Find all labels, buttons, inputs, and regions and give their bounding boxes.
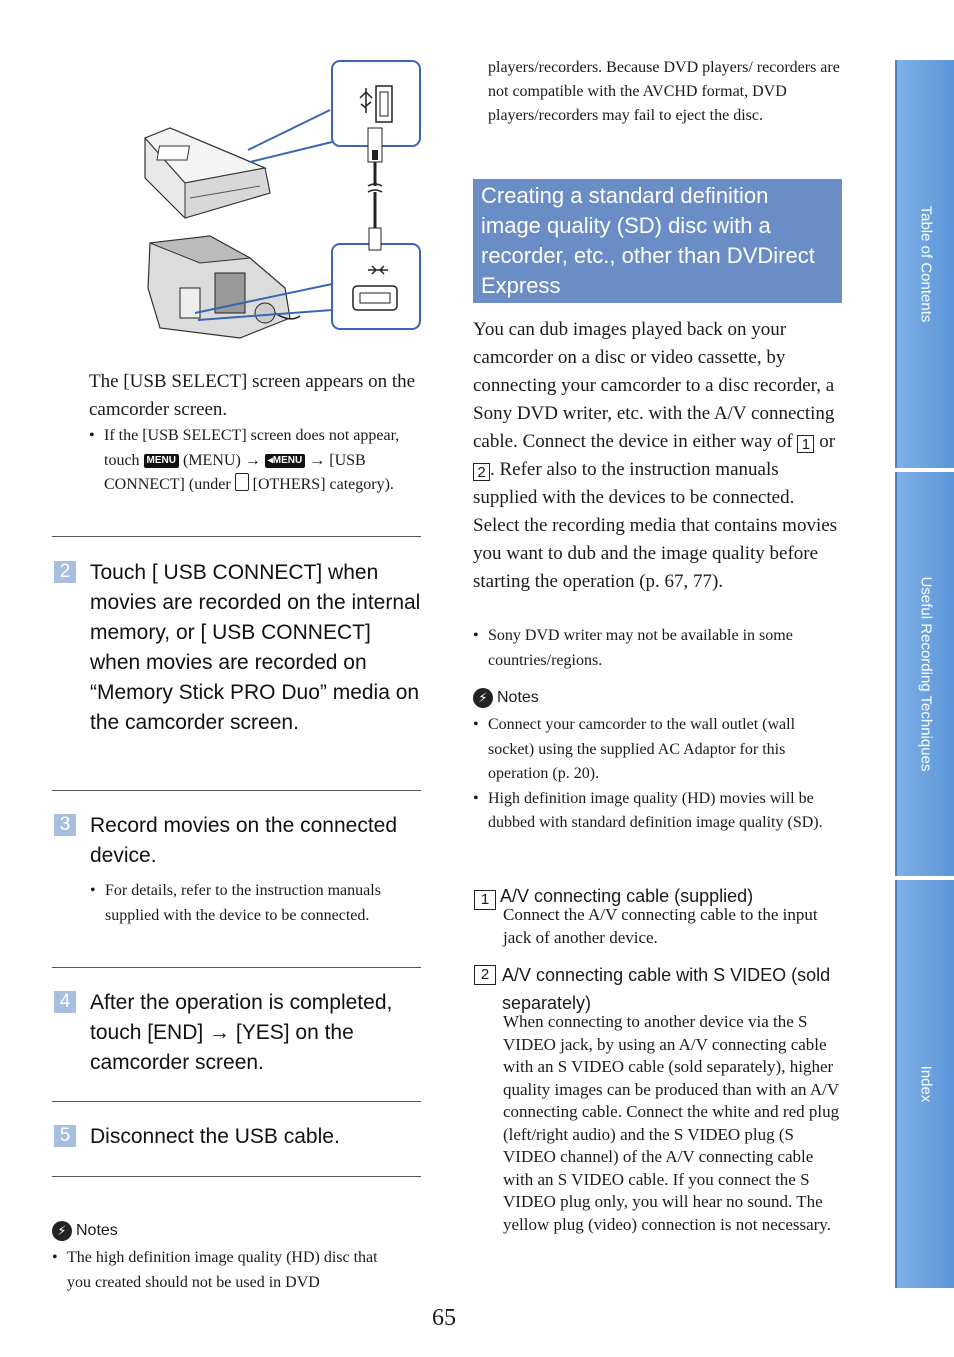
step-5 <box>54 1122 424 1152</box>
tab-index[interactable]: Index <box>895 880 954 1288</box>
step-number: 5 <box>54 1125 76 1147</box>
step-text: Record movies on the connected device. <box>90 814 398 867</box>
tab-table-of-contents[interactable]: Table of Contents <box>895 60 954 468</box>
tab-useful-recording-techniques[interactable]: Useful Recording Techniques <box>895 472 954 876</box>
divider <box>52 1101 421 1102</box>
menu-button-icon: MENU <box>144 454 179 468</box>
step-text: Touch [ USB CONNECT] when movies are recorded on the internal memory, or [ USB CONNECT] when movies are recorded on “Memory Stick PRO Duo” media on the camcorder screen. <box>90 561 421 734</box>
connection-item-1 <box>474 882 844 949</box>
usb-select-caption: The [USB SELECT] screen appears on the camcorder screen. <box>89 371 416 420</box>
intro-paragraph: You can dub images played back on your camcorder on a disc or video cassette, by connecting your camcorder to a disc recorder, a Sony DVD writer, etc. with the A/V connecting cable. Connect the device in either way of 1 or 2 . Refer also to the instruction manuals supplied with the devices to be connected. Select the recording media that contains movies you want to dub and the image quality before starting the operation (p. 67, 77). <box>473 319 838 592</box>
intro-bullet-list <box>473 624 843 673</box>
step-text: Disconnect the USB cable. <box>90 1125 340 1148</box>
item-body: When connecting to another device via the S VIDEO jack, by using an A/V connecting cable with an S VIDEO cable (sold separately), higher quality images can be produced than with an A/V connecting cable. Connect the white and red plug (left/right audio) and the S VIDEO plug (S VIDEO channel) of the A/V connecting cable with an S VIDEO cable. If you connect the S VIDEO plug only, you will hear no sound. The yellow plug (video) connection is not necessary. <box>503 1012 840 1234</box>
list-item: • Sony DVD writer may not be available in some countries/regions. <box>473 624 843 673</box>
continuation-text: players/recorders. Because DVD players/ recorders are not compatible with the AVCHD format, DVD players/recorders may fail to eject the disc. <box>488 59 840 124</box>
divider <box>52 790 421 791</box>
connection-item-2 <box>474 961 844 1236</box>
notes-heading: ⚡ Notes <box>52 1221 118 1241</box>
divider <box>52 536 421 537</box>
step-number: 3 <box>54 814 76 836</box>
camcorder-illustration <box>148 236 300 338</box>
item-title: A/V connecting cable (supplied) <box>500 886 754 906</box>
list-item: • If the [USB SELECT] screen does not appear, touch MENU (MENU) → ◂MENU → [USB CONNECT] (under [OTHERS] category). <box>89 424 419 498</box>
list-item: • For details, refer to the instruction manuals supplied with the device to be connected. <box>90 879 390 928</box>
step-text: After the operation is completed, touch [END] → [YES] on the camcorder screen. <box>90 991 393 1074</box>
notes-icon: ⚡ <box>473 688 493 708</box>
notes-list <box>473 713 843 836</box>
list-item: • High definition image quality (HD) movies will be dubbed with standard definition image quality (SD). <box>473 787 843 836</box>
step-number: 2 <box>54 561 76 583</box>
step-3 <box>54 811 424 928</box>
divider <box>52 1176 421 1177</box>
list-item: • Connect your camcorder to the wall outlet (wall socket) using the supplied AC Adaptor for this operation (p. 20). <box>473 713 843 787</box>
list-item: • The high definition image quality (HD) disc that you created should not be used in DVD <box>52 1246 402 1295</box>
step-2 <box>54 558 424 738</box>
item-body: Connect the A/V connecting cable to the input jack of another device. <box>503 905 818 947</box>
menu-back-icon: ◂MENU <box>265 454 305 468</box>
step-number: 4 <box>54 991 76 1013</box>
notes-heading: ⚡ Notes <box>473 688 539 708</box>
item-title: A/V connecting cable with S VIDEO (sold separately) <box>502 965 831 1013</box>
item-number: 2 <box>474 965 496 985</box>
step-bullet-list <box>90 879 390 928</box>
usb-connection-illustration <box>140 58 425 348</box>
step-4 <box>54 988 424 1078</box>
dvd-writer-illustration <box>145 128 270 218</box>
others-category-icon <box>235 473 249 491</box>
notes-icon: ⚡ <box>52 1221 72 1241</box>
caption-bullet-list <box>89 424 419 498</box>
notes-list <box>52 1246 402 1295</box>
page-number: 65 <box>432 1305 456 1331</box>
divider <box>52 967 421 968</box>
usb-cable <box>368 128 382 250</box>
connection-1-marker: 1 <box>797 435 814 453</box>
connection-2-marker: 2 <box>473 463 490 481</box>
item-number: 1 <box>474 890 496 910</box>
section-heading: Creating a standard definition image quality (SD) disc with a recorder, etc., other than DVDirect Express <box>473 179 842 303</box>
